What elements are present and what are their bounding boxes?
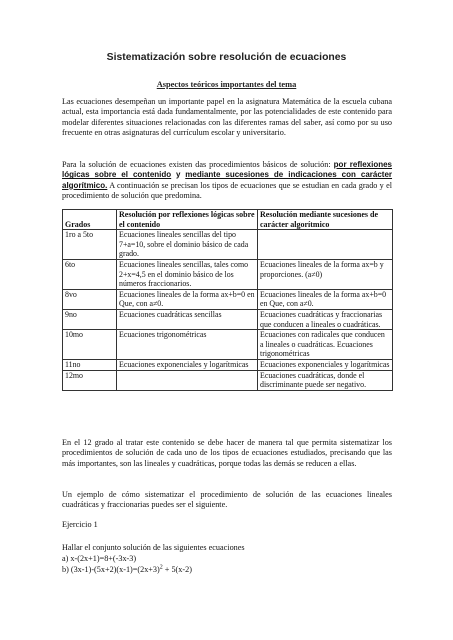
- twelfth-grade-paragraph: En el 12 grado al tratar este contenido se debe hacer de manera tal que permita sistematizar los procedimientos de solución de cada uno de los tipos de ecuaciones estudiados, precisando que las más importantes, son las lineales y cuadráticas, porque todas las demás se reducen a ellas.: [62, 438, 392, 468]
- cell-reflexiones: Ecuaciones lineales de la forma ax+b=0 en Que, con a≠0.: [117, 289, 258, 309]
- cell-reflexiones: [117, 370, 258, 390]
- cell-algoritmico: Ecuaciones lineales de la forma ax=b y proporciones. (a≠0): [258, 259, 393, 289]
- document-title: Sistematización sobre resolución de ecuaciones: [106, 52, 347, 63]
- method-reflexiones: por reflexiones lógicas sobre el contenido: [62, 160, 393, 180]
- header-grados: Grados: [63, 210, 117, 230]
- procedures-paragraph: [62, 160, 392, 202]
- header-reflexiones: Resolución por reflexiones lógicas sobre el contenido: [117, 210, 258, 230]
- table-row: [63, 309, 393, 329]
- exercise-prompt: Hallar el conjunto solución de las siguientes ecuaciones: [62, 543, 245, 552]
- table-row: [63, 259, 393, 289]
- cell-grado: 12mo: [63, 370, 117, 390]
- header-algoritmico: Resolución mediante sucesiones de carácter algorítmico: [258, 210, 393, 230]
- table-row: [63, 330, 393, 360]
- method-connector: y: [176, 170, 181, 180]
- cell-grado: 8vo: [63, 289, 117, 309]
- cell-grado: 9no: [63, 309, 117, 329]
- table-row: [63, 359, 393, 370]
- document-subtitle: Aspectos teóricos importantes del tema: [156, 80, 297, 89]
- cell-reflexiones: Ecuaciones lineales sencillas, tales como 2+x=4,5 en el dominio básico de los números fraccionarios.: [117, 259, 258, 289]
- cell-reflexiones: Ecuaciones lineales sencillas del tipo 7+a=10, sobre el dominio básico de cada grado.: [117, 230, 258, 260]
- cell-reflexiones: Ecuaciones cuadráticas sencillas: [117, 309, 258, 329]
- cell-algoritmico: Ecuaciones cuadráticas, donde el discriminante puede ser negativo.: [258, 370, 393, 390]
- example-intro-paragraph: Un ejemplo de cómo sistematizar el procedimiento de solución de las ecuaciones lineales cuadráticas y fraccionarias puedes ser el siguiente.: [62, 490, 392, 510]
- cell-grado: 6to: [63, 259, 117, 289]
- cell-algoritmico: [258, 230, 393, 260]
- exercise-title: Ejercicio 1: [62, 520, 98, 529]
- equation-a: a) x-(2x+1)=8+(-3x-3): [62, 554, 137, 563]
- equation-types-table: [62, 209, 393, 391]
- table-row: [63, 289, 393, 309]
- equation-b: [62, 565, 392, 575]
- cell-algoritmico: Ecuaciones cuadráticas y fraccionarias que conducen a lineales o cuadráticas.: [258, 309, 393, 329]
- cell-grado: 11no: [63, 359, 117, 370]
- method-algoritmico: mediante sucesiones de indicaciones con carácter algorítmico.: [62, 170, 393, 190]
- cell-algoritmico: Ecuaciones lineales de la forma ax+b=0 en Que, con a≠0.: [258, 289, 393, 309]
- cell-grado: 1ro a 5to: [63, 230, 117, 260]
- equation-b-exponent: 2: [159, 564, 163, 571]
- procedures-rest: A continuación se precisan los tipos de ecuaciones que se estudian en cada grado y el procedimiento de solución que predomina.: [62, 180, 392, 201]
- cell-algoritmico: Ecuaciones exponenciales y logarítmicas: [258, 359, 393, 370]
- cell-grado: 10mo: [63, 330, 117, 360]
- table-header-row: [63, 210, 393, 230]
- cell-algoritmico: Ecuaciones con radicales que conducen a lineales o cuadráticas. Ecuaciones trigonométricas: [258, 330, 393, 360]
- equation-b-tail: + 5(x-2): [162, 565, 192, 574]
- procedures-lead: Para la solución de ecuaciones existen das procedimientos básicos de solución:: [62, 160, 331, 169]
- equation-b-main: b) (3x-1)-(5x+2)(x-1)=(2x+3): [62, 565, 160, 574]
- cell-reflexiones: Ecuaciones exponenciales y logarítmicas: [117, 359, 258, 370]
- table-row: [63, 230, 393, 260]
- table-row: [63, 370, 393, 390]
- intro-paragraph: Las ecuaciones desempeñan un importante papel en la asignatura Matemática de la escuela cubana actual, esta importancia está dada fundamentalmente, por las potencialidades de este contenido para modelar diferentes situaciones relacionadas con las diferentes ramas del saber, así como por su uso frecuente en otras asignaturas del currículum escolar y universitario.: [62, 97, 392, 138]
- cell-reflexiones: Ecuaciones trigonométricas: [117, 330, 258, 360]
